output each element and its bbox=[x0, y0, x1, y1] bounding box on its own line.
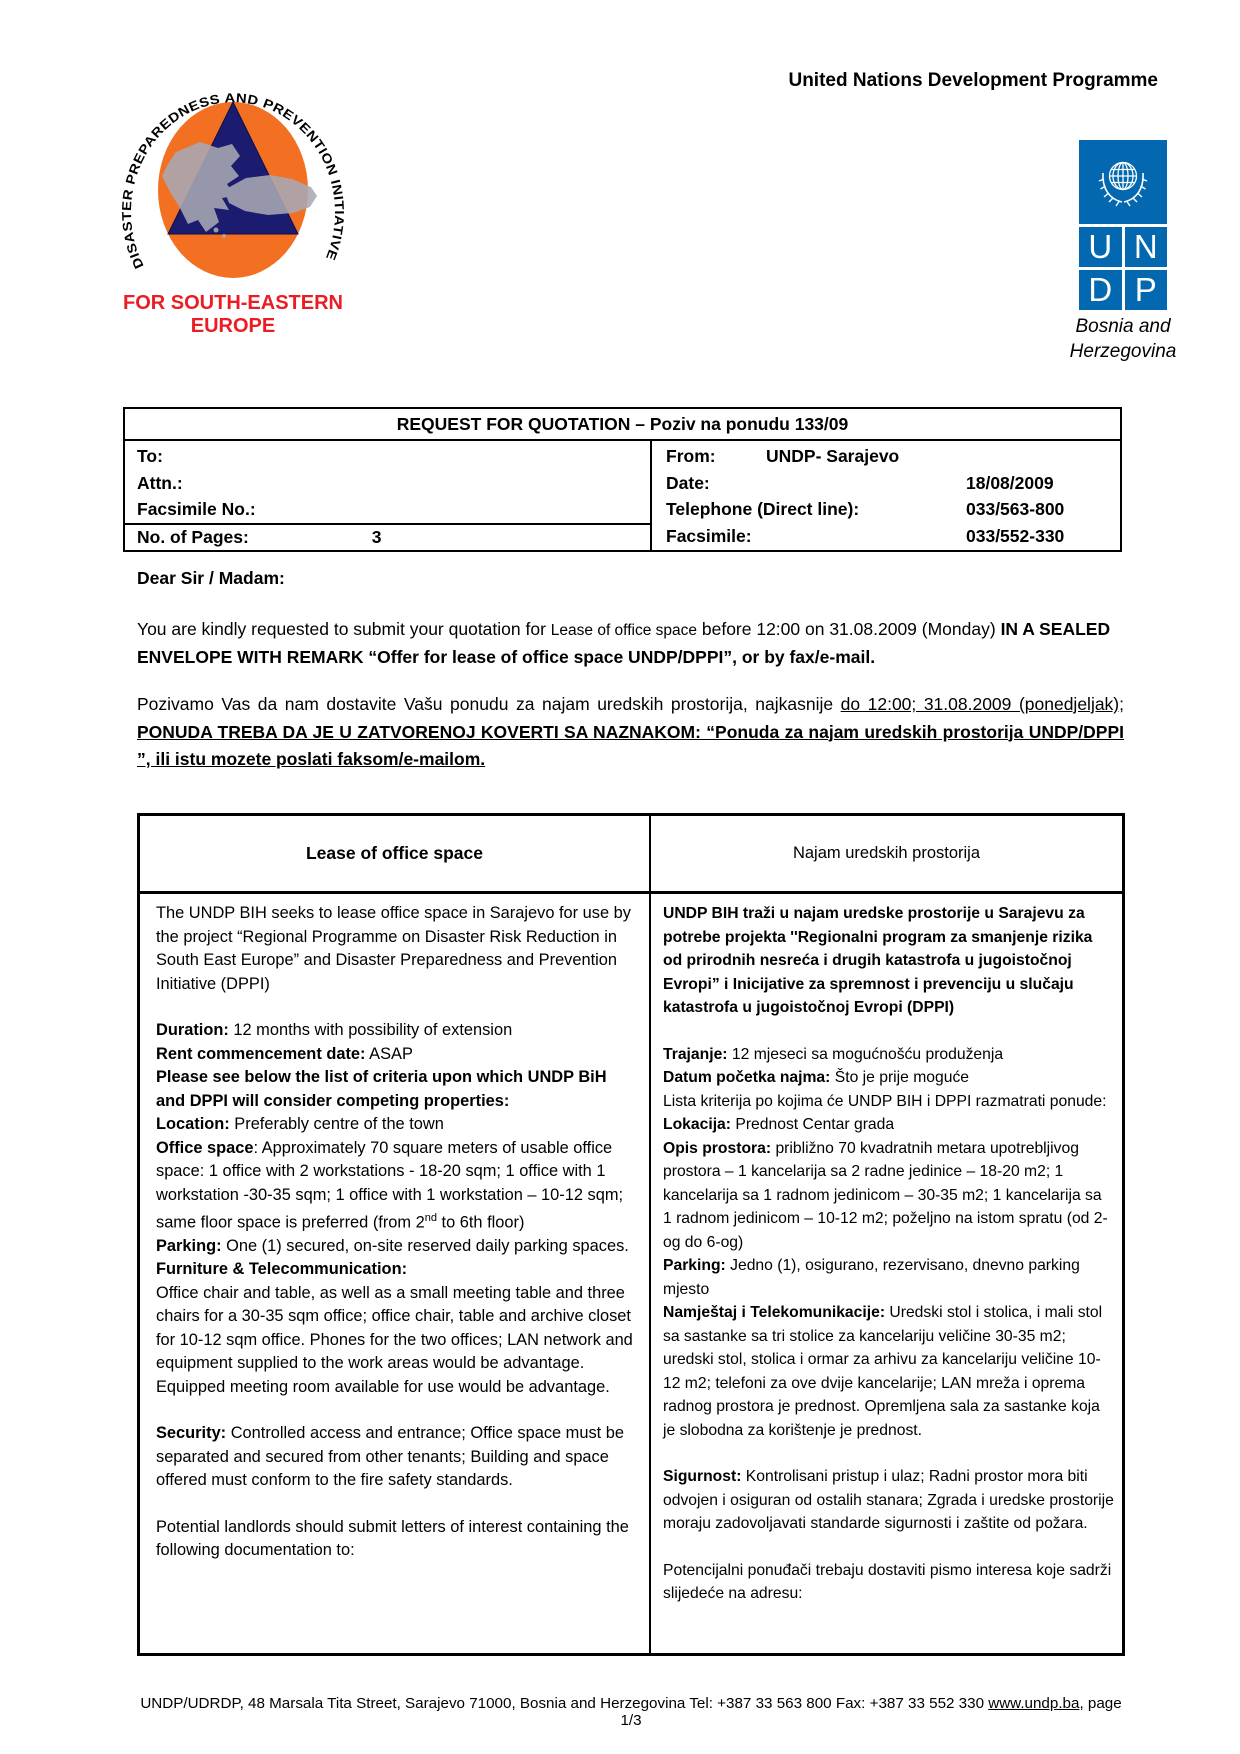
bs-datum-line bbox=[663, 1066, 1114, 1090]
en-office-space bbox=[156, 1137, 635, 1235]
bs-part2-underline: do 12:00; 31.08.2009 (ponedjeljak); bbox=[840, 694, 1124, 714]
bs-namjestaj-text: Uredski stol i stolica, i mali stol sa sastanke sa tri stolice za kancelariju veličine 30-35 m2; uredski stol, stolica i ormar za arhivu za kancelariju veličine 10-12 m2; telefoni za ove dvije kancelarije; LAN mreža i oprema radnog prostora je prednost. Opremljena sala za sastanke koja je slobodna za korištenje je prednost. bbox=[663, 1304, 1103, 1439]
spacer bbox=[156, 1399, 635, 1422]
en-part2-small: Lease of office space bbox=[550, 622, 697, 639]
rfq-fax-label: Facsimile: bbox=[666, 525, 752, 546]
criteria-table bbox=[137, 813, 1125, 1656]
un-emblem-icon bbox=[1092, 153, 1154, 211]
undp-country-line1: Bosnia and bbox=[1075, 316, 1171, 337]
rfq-attn-label: Attn.: bbox=[137, 472, 183, 493]
en-office-text-a: : Approximately 70 square meters of usable office space: 1 office with 2 workstations - 18-20 sqm; 1 office with 1 workstation -30-35 sqm; 1 office with 1 workstation – 10-12 sqm; same floor space is preferred (from 2 bbox=[156, 1138, 624, 1232]
criteria-header-en: Lease of office space bbox=[140, 816, 651, 891]
en-furniture-text: Office chair and table, as well as a small meeting table and three chairs for a 30-35 sqm office; office chair, table and archive closet for 10-12 sqm office. Phones for the two offices; LAN network and equipment supplied to the work areas would be advantage. Equipped meeting room available for use would be advantage. bbox=[156, 1283, 633, 1396]
bs-parking-text: Jedno (1), osigurano, rezervisano, dnevno parking mjesto bbox=[663, 1257, 1080, 1298]
un-emblem-box bbox=[1079, 140, 1167, 224]
en-duration-line bbox=[156, 1019, 635, 1043]
rfq-left-cell bbox=[125, 441, 652, 550]
spacer bbox=[663, 1020, 1114, 1043]
bs-opis-text: približno 70 kvadratnih metara upotrebljivog prostora – 1 kancelarija sa 2 radne jedinice – 18-20 m2; 1 kancelarija sa 1 radnom jedinicom – 30-35 m2; 1 kancelarija sa 1 radnom jedinicom – 10-12 m2; poželjno na istom spratu (od 2-og do 6-og) bbox=[663, 1139, 1108, 1251]
criteria-header-bs: Najam uredskih prostorija bbox=[792, 844, 981, 862]
en-security-label: Security: bbox=[156, 1424, 227, 1443]
bs-namjestaj-label: Namještaj i Telekomunikacije: bbox=[663, 1304, 886, 1321]
rfq-title: REQUEST FOR QUOTATION – Poziv na ponudu 133/09 bbox=[125, 409, 1120, 441]
criteria-col-en bbox=[140, 894, 651, 1653]
dppi-caption-line2: EUROPE bbox=[190, 315, 276, 337]
undp-letter: P bbox=[1125, 270, 1168, 310]
rfq-fax-value: 033/552-330 bbox=[966, 525, 1065, 546]
en-rent-label: Rent commencement date: bbox=[156, 1044, 366, 1063]
rfq-phone-value: 033/563-800 bbox=[966, 499, 1065, 519]
rfq-phone-label: Telephone (Direct line): bbox=[666, 499, 860, 519]
spacer bbox=[156, 1493, 635, 1516]
bs-lokacija-label: Lokacija: bbox=[663, 1116, 732, 1133]
criteria-col-bs bbox=[651, 894, 1122, 1653]
en-part4-bold: IN A SEALED ENVELOPE WITH REMARK “Offer for lease of office space UNDP/DPPI”, or by fax/e-mail. bbox=[137, 619, 1111, 667]
undp-logo bbox=[1079, 140, 1167, 310]
spacer bbox=[663, 1536, 1114, 1559]
undp-country-label bbox=[1040, 314, 1206, 364]
bs-datum-text: Što je prije moguće bbox=[830, 1069, 970, 1086]
rfq-from-label: From: bbox=[666, 446, 716, 466]
rfq-pages-row bbox=[125, 523, 650, 550]
undp-letter: U bbox=[1079, 227, 1122, 267]
rfq-table bbox=[123, 407, 1122, 552]
en-location-text: Preferably centre of the town bbox=[229, 1115, 444, 1133]
bs-trajanje-text: 12 mjeseci sa mogućnošću produženja bbox=[727, 1045, 1004, 1063]
en-part1: You are kindly requested to submit your quotation for bbox=[137, 619, 551, 639]
rfq-pages-value: 3 bbox=[371, 527, 382, 547]
en-part3: before 12:00 on 31.08.2009 (Monday) bbox=[697, 619, 1001, 639]
en-landlords-text: Potential landlords should submit letters of interest containing the following documentation to: bbox=[156, 1517, 629, 1560]
bs-intro: UNDP BIH traži u najam uredske prostorije u Sarajevu za potrebe projekta ''Regionalni program za smanjenje rizika od prirodnih nesreća i drugih katastrofa u jugoistočnoj Evropi” i Inicijative za spremnost i prevenciju u slučaju katastrofa u jugoistočnoj Evropi (DPPI) bbox=[663, 905, 1093, 1016]
en-criteria-note: Please see below the list of criteria upon which UNDP BiH and DPPI will consider competing properties: bbox=[156, 1068, 607, 1110]
en-intro: The UNDP BIH seeks to lease office space in Sarajevo for use by the project “Regional Programme on Disaster Risk Reduction in South East Europe” and Disaster Preparedness and Prevention Initiative (DPPI) bbox=[156, 904, 631, 993]
criteria-table-header bbox=[140, 816, 1122, 894]
rfq-from-value: UNDP- Sarajevo bbox=[766, 446, 900, 466]
dppi-arc-text: DISASTER PREPAREDNESS AND PREVENTION INITIATIVE bbox=[118, 90, 348, 272]
bs-ponudjaci-text: Potencijalni ponuđači trebaju dostaviti pismo interesa koje sadrži slijedeće na adresu: bbox=[663, 1561, 1112, 1602]
spacer bbox=[663, 1442, 1114, 1465]
en-parking-text: One (1) secured, on-site reserved daily parking spaces. bbox=[221, 1236, 629, 1255]
undp-letter-grid bbox=[1079, 227, 1167, 310]
en-duration-label: Duration: bbox=[156, 1021, 229, 1039]
en-location-label: Location: bbox=[156, 1115, 230, 1133]
dppi-logo-icon bbox=[118, 80, 348, 292]
rfq-right-cell bbox=[652, 441, 1120, 550]
intro-paragraph-bs bbox=[137, 691, 1124, 774]
en-parking bbox=[156, 1235, 635, 1259]
bs-lista-text: Lista kriterija po kojima će UNDP BIH i DPPI razmatrati ponude: bbox=[663, 1092, 1107, 1110]
rfq-date-value: 18/08/2009 bbox=[966, 472, 1054, 493]
en-office-label: Office space bbox=[156, 1138, 254, 1157]
salutation: Dear Sir / Madam: bbox=[137, 568, 285, 588]
footer-part1: UNDP/UDRDP, 48 Marsala Tita Street, Sarajevo 71000, Bosnia and Herzegovina Tel: +387 33 563 800 Fax: +387 33 552 330 bbox=[140, 1695, 989, 1712]
en-security bbox=[156, 1422, 635, 1493]
spacer bbox=[156, 996, 635, 1019]
en-security-text: Controlled access and entrance; Office space must be separated and secured from other tenants; Building and space offered must conform to the fire safety standards. bbox=[156, 1424, 624, 1490]
rfq-facsimile-no-label: Facsimile No.: bbox=[137, 499, 256, 519]
bs-sigurnost-label: Sigurnost: bbox=[663, 1468, 742, 1485]
bs-opis-label: Opis prostora: bbox=[663, 1139, 772, 1157]
rfq-to-label: To: bbox=[137, 446, 163, 466]
dppi-caption bbox=[118, 292, 348, 338]
en-rent-line bbox=[156, 1043, 635, 1067]
footer-website-link[interactable]: www.undp.ba bbox=[988, 1695, 1080, 1712]
bs-trajanje-label: Trajanje: bbox=[663, 1045, 728, 1063]
bs-parking-label: Parking: bbox=[663, 1257, 726, 1274]
footer-part2: , page 1/3 bbox=[620, 1695, 1122, 1729]
en-location-line bbox=[156, 1113, 635, 1137]
en-office-text-b: to 6th floor) bbox=[436, 1213, 525, 1232]
rfq-pages-label: No. of Pages: bbox=[137, 527, 249, 547]
bs-sigurnost bbox=[663, 1465, 1114, 1536]
bs-datum-label: Datum početka najma: bbox=[663, 1069, 831, 1086]
undp-letter: N bbox=[1125, 227, 1168, 267]
rfq-date-label: Date: bbox=[666, 472, 710, 493]
bs-parking bbox=[663, 1254, 1114, 1301]
bs-opis bbox=[663, 1137, 1114, 1255]
bs-part1: Pozivamo Vas da nam dostavite Vašu ponudu za najam uredskih prostorija, najkasnije bbox=[137, 694, 841, 714]
dppi-caption-line1: FOR SOUTH-EASTERN bbox=[123, 292, 343, 314]
undp-letter: D bbox=[1079, 270, 1122, 310]
en-furniture-label: Furniture & Telecommunication: bbox=[156, 1260, 408, 1279]
undp-country-line2: Herzegovina bbox=[1069, 341, 1177, 362]
en-office-sup: nd bbox=[424, 1212, 437, 1224]
en-duration-text: 12 months with possibility of extension bbox=[228, 1021, 513, 1039]
bs-trajanje-line bbox=[663, 1043, 1114, 1067]
bs-lokacija-text: Prednost Centar grada bbox=[731, 1116, 895, 1133]
bs-part3-bold-underline: PONUDA TREBA DA JE U ZATVORENOJ KOVERTI SA NAZNAKOM: “Ponuda za najam uredskih prostorija UNDP/DPPI ”, ili istu mozete poslati faksom/e-mailom. bbox=[137, 721, 1124, 769]
bs-lokacija-line bbox=[663, 1113, 1114, 1137]
org-title: United Nations Development Programme bbox=[788, 70, 1158, 91]
en-rent-text: ASAP bbox=[365, 1044, 413, 1063]
bs-sigurnost-text: Kontrolisani pristup i ulaz; Radni prostor mora biti odvojen i osiguran od ostalih stanara; Zgrada i uredske prostorije moraju zadovoljavati standarde sigurnosti i zaštite od požara. bbox=[663, 1468, 1114, 1532]
en-parking-label: Parking: bbox=[156, 1236, 222, 1255]
intro-paragraph-en bbox=[137, 616, 1124, 671]
page-footer bbox=[137, 1695, 1125, 1729]
bs-namjestaj bbox=[663, 1301, 1114, 1442]
